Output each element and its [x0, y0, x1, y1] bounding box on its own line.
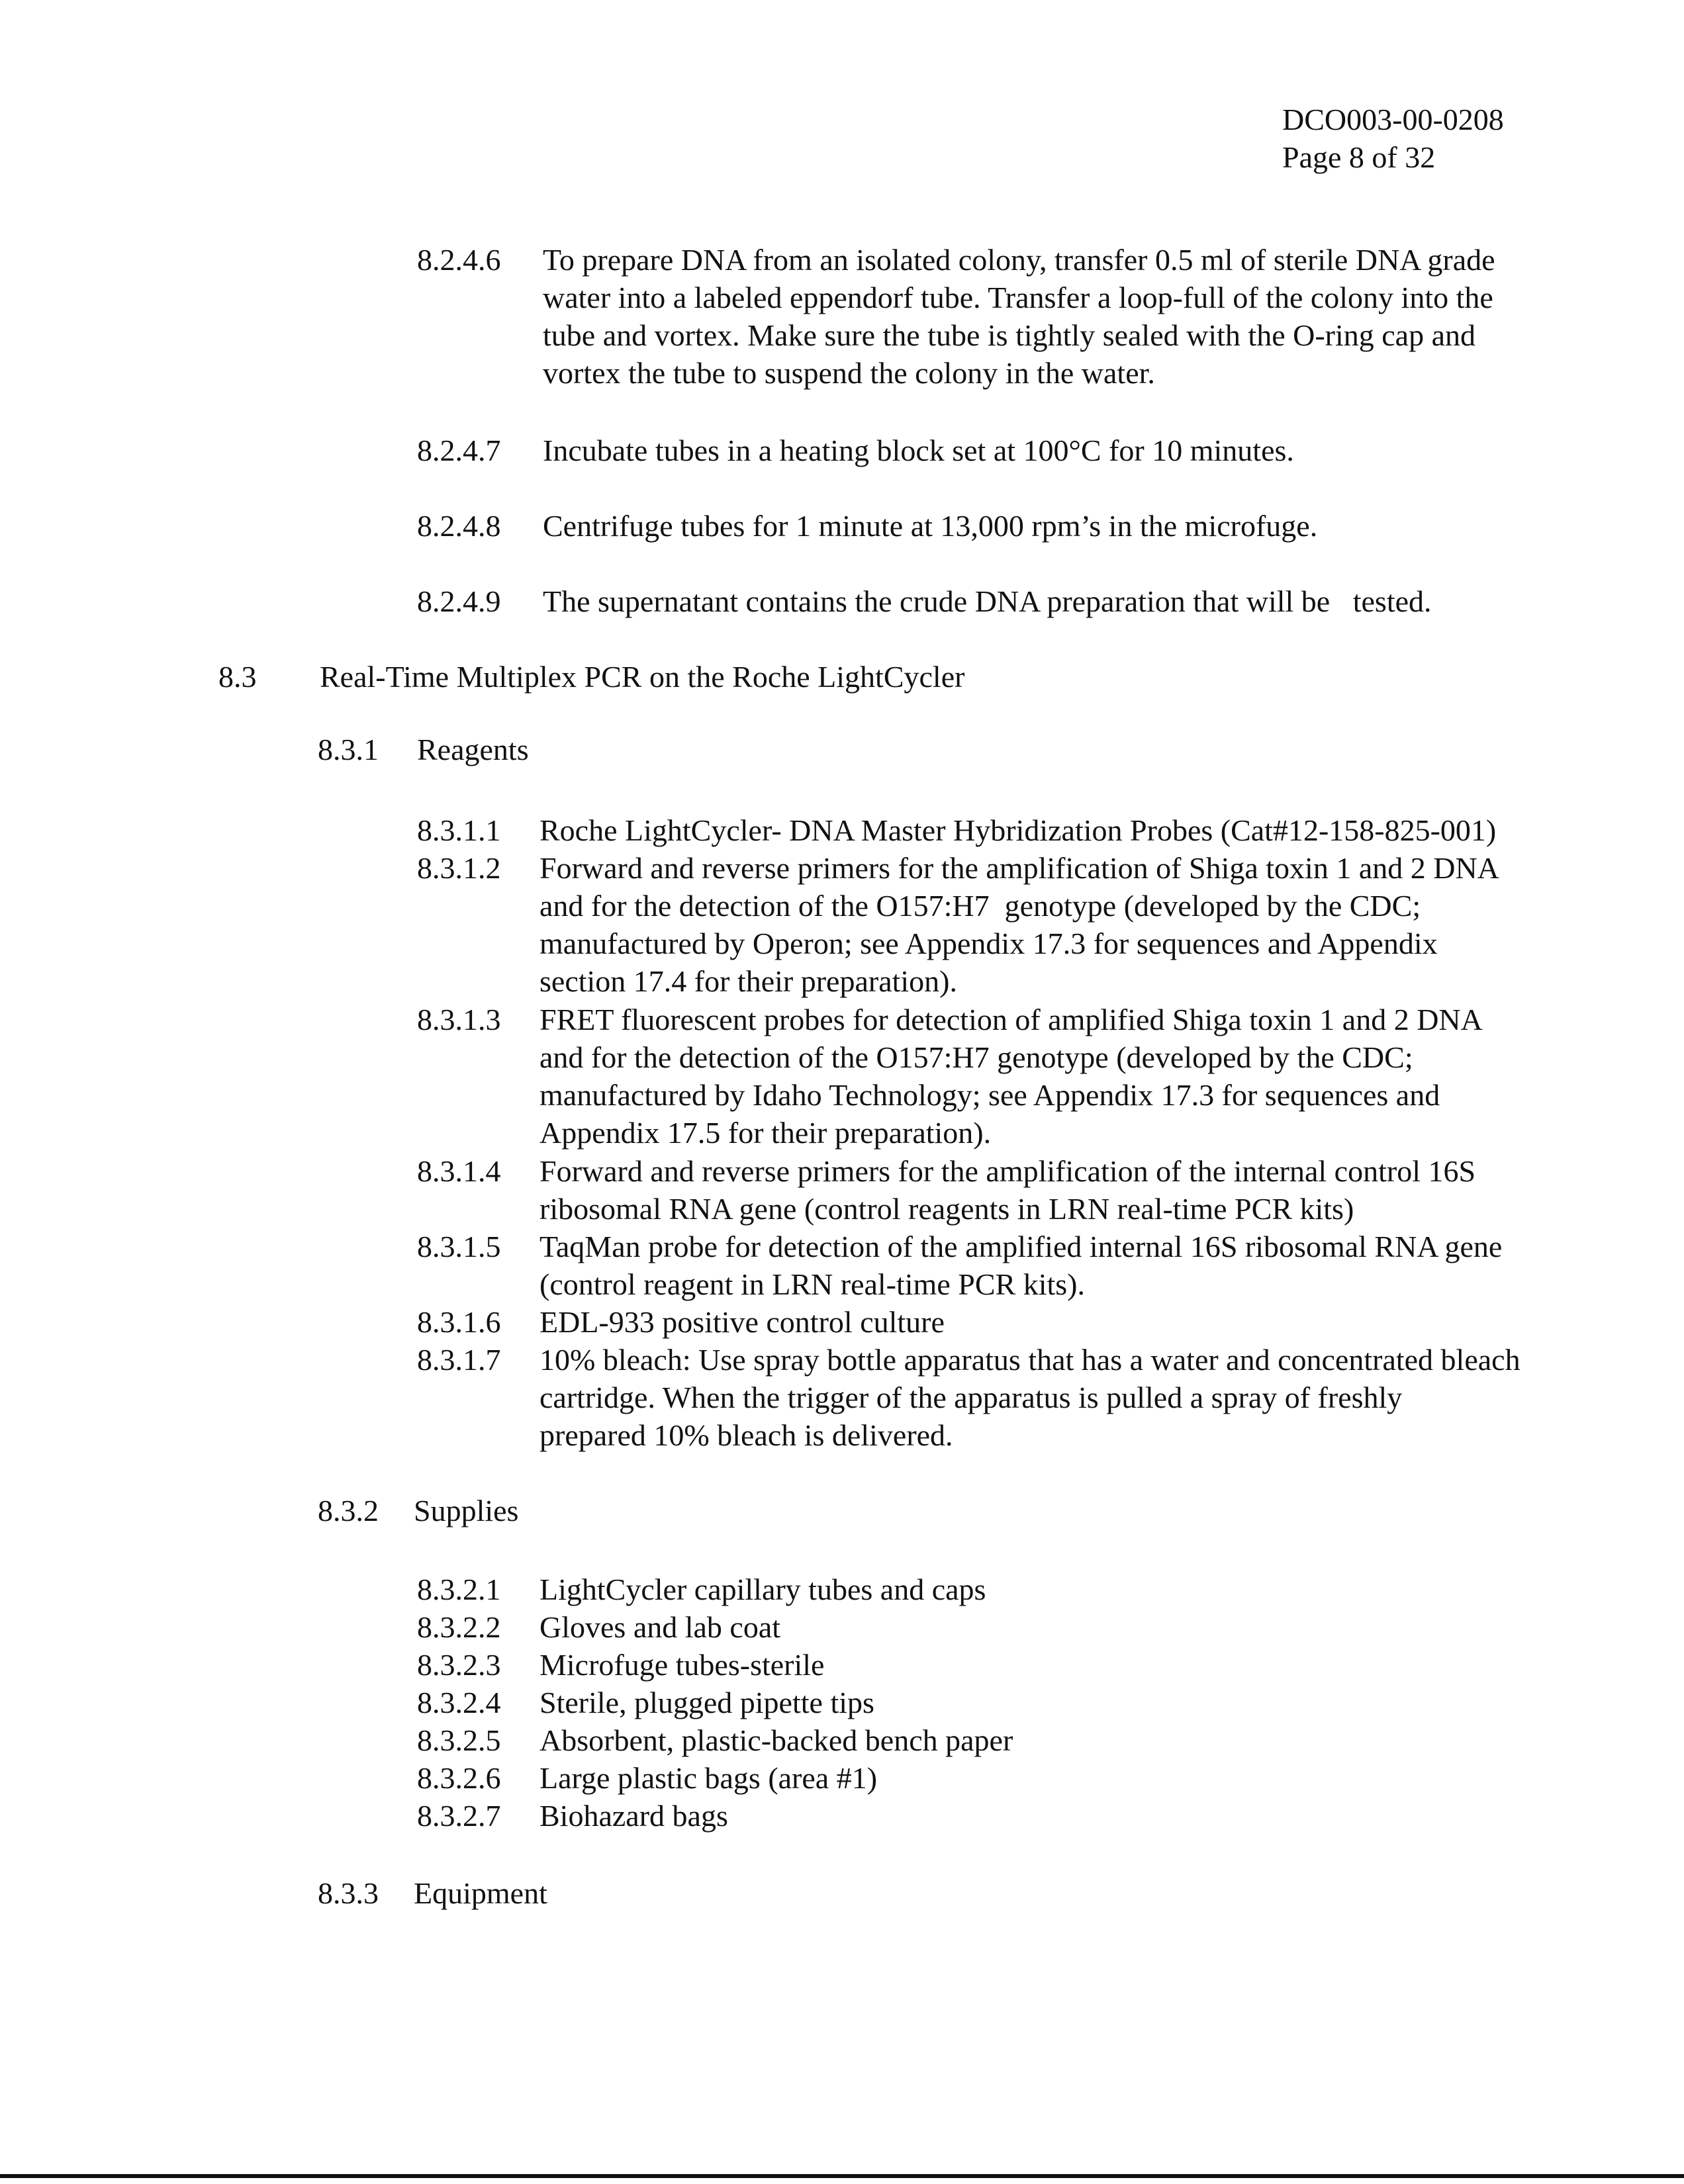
text-line: TaqMan probe for detection of the amplified internal 16S ribosomal RNA gene: [539, 1230, 1503, 1263]
section-number: 8.2.4.7: [417, 433, 501, 467]
section-number: 8.2.4.6: [417, 243, 501, 277]
section-heading: Supplies: [414, 1494, 519, 1527]
text-line: and for the detection of the O157:H7 genotype (developed by the CDC;: [539, 889, 1421, 923]
text-line: 10% bleach: Use spray bottle apparatus that has a water and concentrated bleach: [539, 1343, 1520, 1377]
item-text: Large plastic bags (area #1): [539, 1761, 878, 1795]
item-number: 8.3.2.3: [417, 1648, 501, 1682]
item-text: [539, 1001, 1483, 1152]
item-number: 8.3.2.7: [417, 1799, 501, 1833]
item-text: Microfuge tubes-sterile: [539, 1648, 825, 1682]
item-text: [539, 811, 1496, 849]
item-number: 8.3.1.7: [417, 1343, 501, 1377]
section-number: 8.2.4.9: [417, 584, 501, 618]
document-id: DCO003-00-0208: [1282, 103, 1504, 136]
text-line: EDL-933 positive control culture: [539, 1305, 945, 1339]
section-heading: Reagents: [417, 733, 529, 766]
item-number: 8.3.2.4: [417, 1686, 501, 1719]
text-line: manufactured by Idaho Technology; see Appendix 17.3 for sequences and: [539, 1078, 1440, 1112]
section-number: 8.3: [218, 660, 257, 694]
text-line: vortex the tube to suspend the colony in the water.: [543, 356, 1155, 390]
item-number: 8.3.2.6: [417, 1761, 501, 1795]
text-line: prepared 10% bleach is delivered.: [539, 1418, 953, 1452]
text-line: manufactured by Operon; see Appendix 17.3 for sequences and Appendix: [539, 927, 1438, 960]
item-text: Gloves and lab coat: [539, 1610, 781, 1644]
item-text: [539, 849, 1499, 1000]
item-text: Absorbent, plastic-backed bench paper: [539, 1723, 1013, 1757]
page-header: [1282, 101, 1504, 176]
text-line: water into a labeled eppendorf tube. Transfer a loop-full of the colony into the: [543, 281, 1493, 314]
text-line: cartridge. When the trigger of the apparatus is pulled a spray of freshly: [539, 1381, 1403, 1414]
item-text: [539, 1152, 1475, 1228]
text-line: To prepare DNA from an isolated colony, transfer 0.5 ml of sterile DNA grade: [543, 243, 1495, 277]
text-line: FRET fluorescent probes for detection of amplified Shiga toxin 1 and 2 DNA: [539, 1003, 1483, 1036]
item-text: [539, 1341, 1520, 1454]
item-number: 8.3.1.2: [417, 851, 501, 885]
section-heading: Real-Time Multiplex PCR on the Roche LightCycler: [320, 660, 965, 694]
item-number: 8.3.2.2: [417, 1610, 501, 1644]
item-number: 8.3.1.4: [417, 1154, 501, 1188]
text-line: ribosomal RNA gene (control reagents in LRN real-time PCR kits): [539, 1192, 1354, 1226]
section-number: 8.3.2: [318, 1494, 379, 1527]
item-number: 8.3.1.6: [417, 1305, 501, 1339]
item-number: 8.3.2.5: [417, 1723, 501, 1757]
section-text: Incubate tubes in a heating block set at 100°C for 10 minutes.: [543, 433, 1294, 467]
item-number: 8.3.1.1: [417, 813, 501, 847]
item-number: 8.3.1.5: [417, 1230, 501, 1263]
section-heading: Equipment: [414, 1876, 547, 1910]
text-line: (control reagent in LRN real-time PCR kits).: [539, 1267, 1085, 1301]
text-line: tube and vortex. Make sure the tube is tightly sealed with the O-ring cap and: [543, 318, 1475, 352]
text-line: Forward and reverse primers for the amplification of Shiga toxin 1 and 2 DNA: [539, 851, 1499, 885]
section-text: The supernatant contains the crude DNA preparation that will be tested.: [543, 584, 1432, 618]
text-line: Roche LightCycler- DNA Master Hybridization Probes (Cat#12-158-825-001): [539, 813, 1497, 847]
item-text: [539, 1228, 1502, 1303]
text-line: section 17.4 for their preparation).: [539, 964, 957, 998]
item-text: Biohazard bags: [539, 1799, 728, 1833]
item-text: LightCycler capillary tubes and caps: [539, 1572, 986, 1606]
item-number: 8.3.1.3: [417, 1003, 501, 1036]
item-text: Sterile, plugged pipette tips: [539, 1686, 874, 1719]
section-number: 8.2.4.8: [417, 509, 501, 543]
bottom-rule: [0, 2174, 1684, 2178]
section-text: [543, 241, 1495, 392]
text-line: Appendix 17.5 for their preparation).: [539, 1116, 992, 1150]
section-text: Centrifuge tubes for 1 minute at 13,000 rpm’s in the microfuge.: [543, 509, 1318, 543]
section-number: 8.3.1: [318, 733, 379, 766]
page-number: Page 8 of 32: [1282, 140, 1436, 174]
item-text: [539, 1303, 945, 1341]
text-line: Forward and reverse primers for the amplification of the internal control 16S: [539, 1154, 1476, 1188]
item-number: 8.3.2.1: [417, 1572, 501, 1606]
section-number: 8.3.3: [318, 1876, 379, 1910]
text-line: and for the detection of the O157:H7 genotype (developed by the CDC;: [539, 1040, 1413, 1074]
